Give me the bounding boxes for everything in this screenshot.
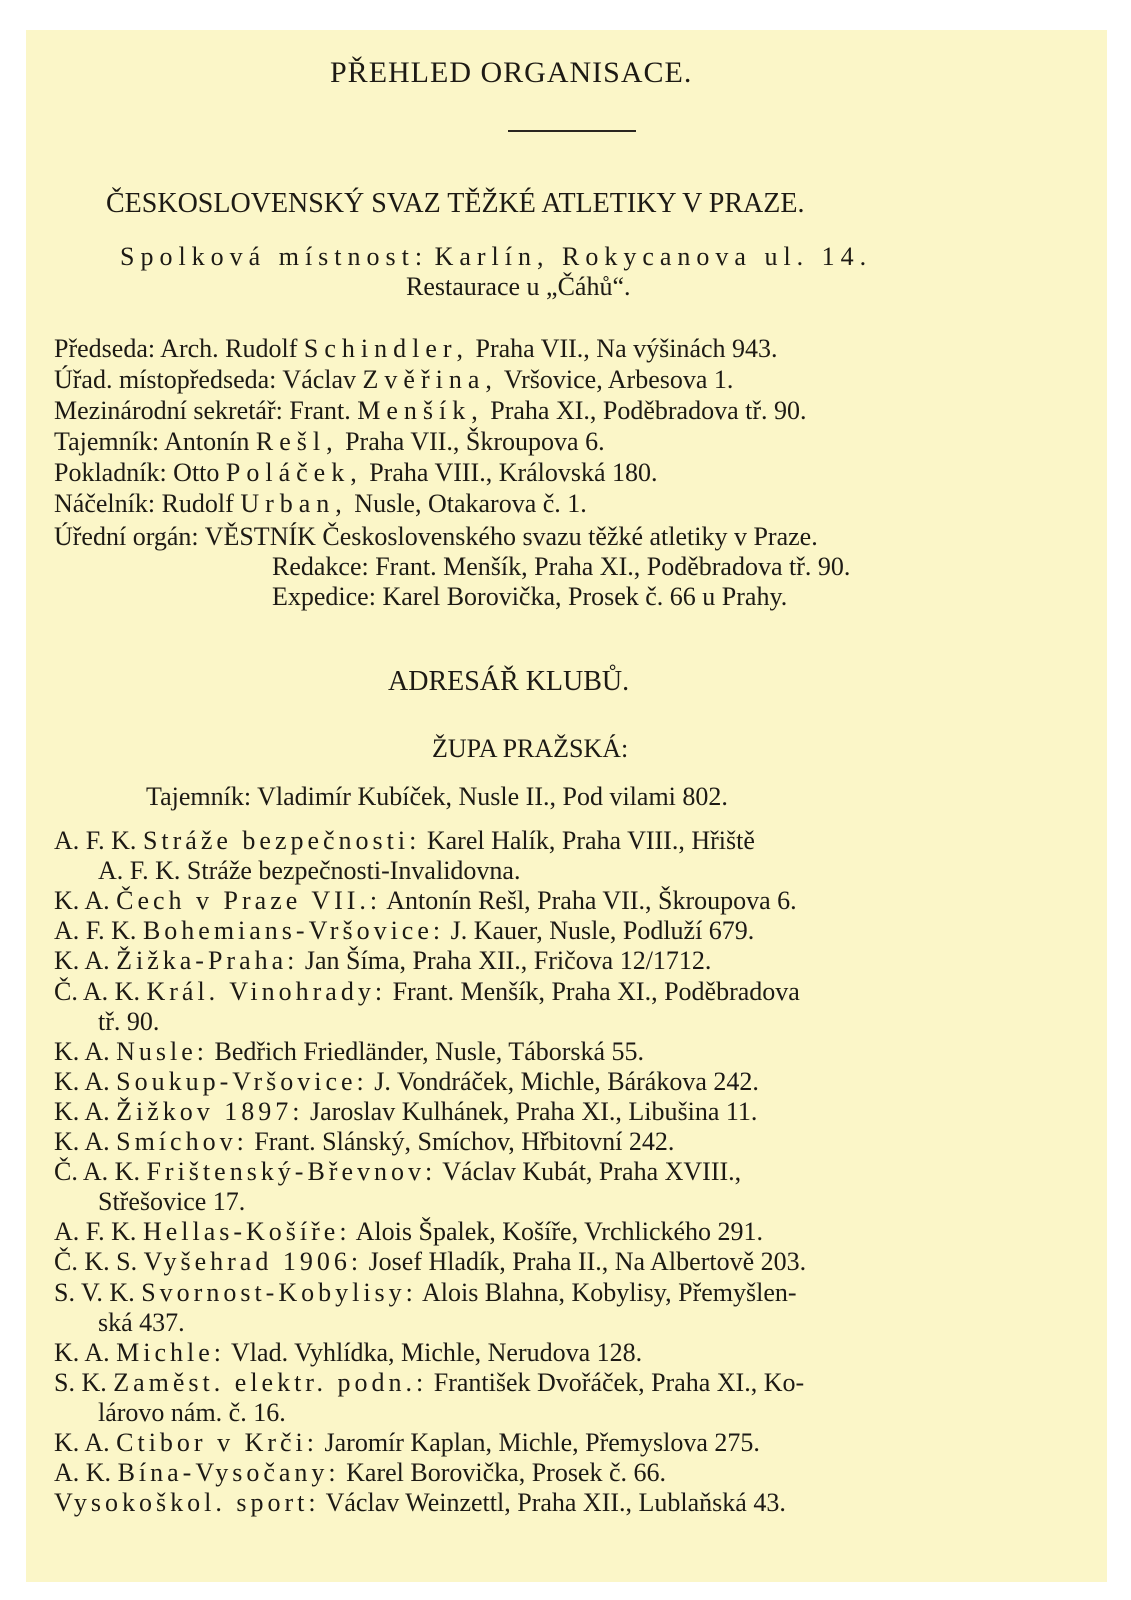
club-prefix: Č. K. S. xyxy=(54,1247,138,1277)
club-prefix: Č. A. K. xyxy=(54,976,140,1006)
officer-first-name: Otto xyxy=(173,458,220,487)
svaz-restaurace: Restaurace u „Čáhů“. xyxy=(406,272,631,301)
organ-redakce: Redakce: Frant. Menšík, Praha XI., Poděbradova tř. 90. xyxy=(272,552,851,581)
svaz-mistnost xyxy=(120,242,872,272)
officer-row xyxy=(54,427,605,457)
club-contact: Jaromír Kaplan, Michle, Přemyslova 275. xyxy=(324,1428,760,1457)
club-contact: Václav Kubát, Praha XVIII., xyxy=(442,1157,742,1187)
club-contact: Vlad. Vyhlídka, Michle, Nerudova 128. xyxy=(231,1337,643,1367)
club-name: Žižka-Praha: xyxy=(116,946,299,976)
officer-surname: Urban, xyxy=(240,489,348,518)
club-contact: Alois Blahna, Kobylisy, Přemyšlen- xyxy=(421,1277,797,1307)
officer-first-name: Rudolf xyxy=(161,489,234,518)
title-divider xyxy=(508,130,636,132)
club-name: Vyšehrad 1906: xyxy=(143,1247,363,1277)
svaz-name: ČESKOSLOVENSKÝ SVAZ TĚŽKÉ ATLETIKY V PRAZE. xyxy=(106,188,805,219)
officer-role: Náčelník: xyxy=(54,489,156,518)
club-row xyxy=(54,1247,806,1277)
page-title: PŘEHLED ORGANISACE. xyxy=(330,56,693,89)
adresar-title: ADRESÁŘ KLUBŮ. xyxy=(388,666,630,697)
officer-surname: Poláček, xyxy=(225,458,363,487)
club-name: Bohemians-Vršovice: xyxy=(142,916,445,946)
club-row-continuation: Střešovice 17. xyxy=(98,1187,246,1217)
officer-address: Praha VII., Škroupova 6. xyxy=(345,427,605,456)
club-name: Soukup-Vršovice: xyxy=(116,1066,368,1096)
club-prefix: K. A. xyxy=(54,1337,110,1367)
officer-address: Praha VII., Na výšinách 943. xyxy=(475,334,778,363)
club-row xyxy=(54,1217,763,1247)
club-row xyxy=(54,1368,804,1398)
officer-first-name: Arch. Rudolf xyxy=(160,334,298,363)
club-name: Michle: xyxy=(116,1337,225,1367)
club-name: Svornost-Kobylisy: xyxy=(141,1277,417,1307)
club-contact: Karel Borovička, Prosek č. 66. xyxy=(346,1458,667,1488)
club-row xyxy=(54,1338,642,1368)
club-prefix: K. A. xyxy=(54,946,110,976)
club-row xyxy=(54,886,797,916)
club-row xyxy=(54,916,754,946)
officer-address: Nusle, Otakarova č. 1. xyxy=(354,489,587,518)
officer-role: Předseda: xyxy=(54,334,156,363)
club-row xyxy=(54,1037,644,1067)
officer-surname: Rešl, xyxy=(255,427,339,456)
club-row xyxy=(54,1458,666,1488)
officer-first-name: Antonín xyxy=(164,427,250,456)
zupa-tajemnik: Tajemník: Vladimír Kubíček, Nusle II., Pod vilami 802. xyxy=(146,782,728,811)
club-prefix: Č. A. K. xyxy=(54,1157,140,1187)
officer-address: Praha XI., Poděbradova tř. 90. xyxy=(490,396,807,425)
club-row xyxy=(54,1067,759,1097)
club-prefix: K. A. xyxy=(54,1036,110,1066)
club-name: Nusle: xyxy=(116,1036,209,1066)
club-contact: Václav Weinzettl, Praha XII., Lublaňská 43. xyxy=(325,1488,786,1518)
club-prefix: A. F. K. xyxy=(54,826,137,855)
zupa-title: ŽUPA PRAŽSKÁ: xyxy=(432,734,629,763)
officer-row xyxy=(54,365,733,395)
officer-first-name: Václav xyxy=(282,365,357,394)
organ-expedice: Expedice: Karel Borovička, Prosek č. 66 u Prahy. xyxy=(272,582,788,611)
officer-row xyxy=(54,334,778,364)
club-prefix: K. A. xyxy=(54,1127,110,1156)
officer-row xyxy=(54,489,587,519)
mistnost-label: Spolková místnost: xyxy=(120,242,429,271)
club-name: Stráže bezpečnosti: xyxy=(142,826,421,855)
club-row xyxy=(54,1428,760,1458)
club-name: Žižkov 1897: xyxy=(116,1096,304,1126)
officer-surname: Menšík, xyxy=(357,396,484,425)
club-contact: Bedřich Friedländer, Nusle, Táborská 55. xyxy=(214,1036,645,1066)
club-prefix: A. K. xyxy=(54,1458,112,1488)
club-name: Vysokoškol. sport: xyxy=(54,1488,320,1518)
organ-name: VĚSTNÍK Československého svazu těžké atletiky v Praze. xyxy=(204,522,818,551)
club-prefix: S. K. xyxy=(54,1367,107,1397)
club-row xyxy=(54,1127,674,1157)
club-row xyxy=(54,1097,757,1127)
club-name: Král. Vinohrady: xyxy=(146,976,387,1006)
club-row-continuation: lárovo nám. č. 16. xyxy=(98,1397,286,1427)
club-name: Zaměst. elektr. podn.: xyxy=(113,1367,428,1397)
club-prefix: K. A. xyxy=(54,886,110,916)
officer-role: Tajemník: xyxy=(54,427,160,456)
club-contact: Antonín Rešl, Praha VII., Škroupova 6. xyxy=(386,886,797,916)
officer-surname: Zvěřina, xyxy=(362,365,498,394)
club-contact: J. Vondráček, Michle, Bárákova 242. xyxy=(374,1066,759,1096)
organ-line1 xyxy=(54,522,818,552)
club-prefix: K. A. xyxy=(54,1066,110,1096)
club-name: Ctibor v Krči: xyxy=(116,1428,318,1457)
club-prefix: A. F. K. xyxy=(54,916,137,946)
club-name: Čech v Praze VII.: xyxy=(116,886,382,916)
club-prefix: A. F. K. xyxy=(54,1217,137,1247)
club-row xyxy=(54,1157,741,1187)
club-row xyxy=(54,826,755,856)
club-contact: Karel Halík, Praha VIII., Hřiště xyxy=(426,826,755,855)
club-row xyxy=(54,1278,797,1308)
officer-role: Pokladník: xyxy=(54,458,167,487)
officer-role: Mezinárodní sekretář: xyxy=(54,396,283,425)
organ-label: Úřední orgán: xyxy=(54,522,199,551)
club-name: Hellas-Košíře: xyxy=(142,1217,351,1247)
club-contact: Frant. Slánský, Smíchov, Hřbitovní 242. xyxy=(254,1127,675,1156)
club-contact: J. Kauer, Nusle, Podluží 679. xyxy=(450,916,755,946)
officer-address: Praha VIII., Královská 180. xyxy=(369,458,658,487)
mistnost-value: Karlín, Rokycanova ul. 14. xyxy=(434,242,873,271)
club-name: Smíchov: xyxy=(116,1127,248,1156)
club-row-continuation: tř. 90. xyxy=(98,1006,160,1036)
officer-surname: Schindler, xyxy=(303,334,469,363)
club-row-continuation: A. F. K. Stráže bezpečnosti-Invalidovna. xyxy=(98,856,521,886)
club-row xyxy=(54,946,711,976)
club-prefix: K. A. xyxy=(54,1096,110,1126)
club-row xyxy=(54,1488,786,1518)
club-name: Bína-Vysočany: xyxy=(117,1458,340,1488)
club-contact: Jan Šíma, Praha XII., Fričova 12/1712. xyxy=(304,946,712,976)
club-contact: Frant. Menšík, Praha XI., Poděbradova xyxy=(392,976,800,1006)
club-contact: Josef Hladík, Praha II., Na Albertově 203. xyxy=(368,1247,807,1277)
club-name: Frištenský-Břevnov: xyxy=(146,1157,437,1187)
club-contact: Alois Špalek, Košíře, Vrchlického 291. xyxy=(355,1217,764,1247)
club-contact: Jaroslav Kulhánek, Praha XI., Libušina 11. xyxy=(310,1096,758,1126)
club-row-continuation: ská 437. xyxy=(98,1307,185,1337)
officer-role: Úřad. místopředseda: xyxy=(54,365,277,394)
club-contact: František Dvořáček, Praha XI., Ko- xyxy=(433,1367,805,1397)
officer-first-name: Frant. xyxy=(289,396,351,425)
officer-row xyxy=(54,396,807,426)
officer-address: Vršovice, Arbesova 1. xyxy=(503,365,734,394)
officer-row xyxy=(54,458,658,488)
club-row xyxy=(54,977,800,1007)
club-prefix: K. A. xyxy=(54,1428,110,1457)
club-prefix: S. V. K. xyxy=(54,1277,135,1307)
